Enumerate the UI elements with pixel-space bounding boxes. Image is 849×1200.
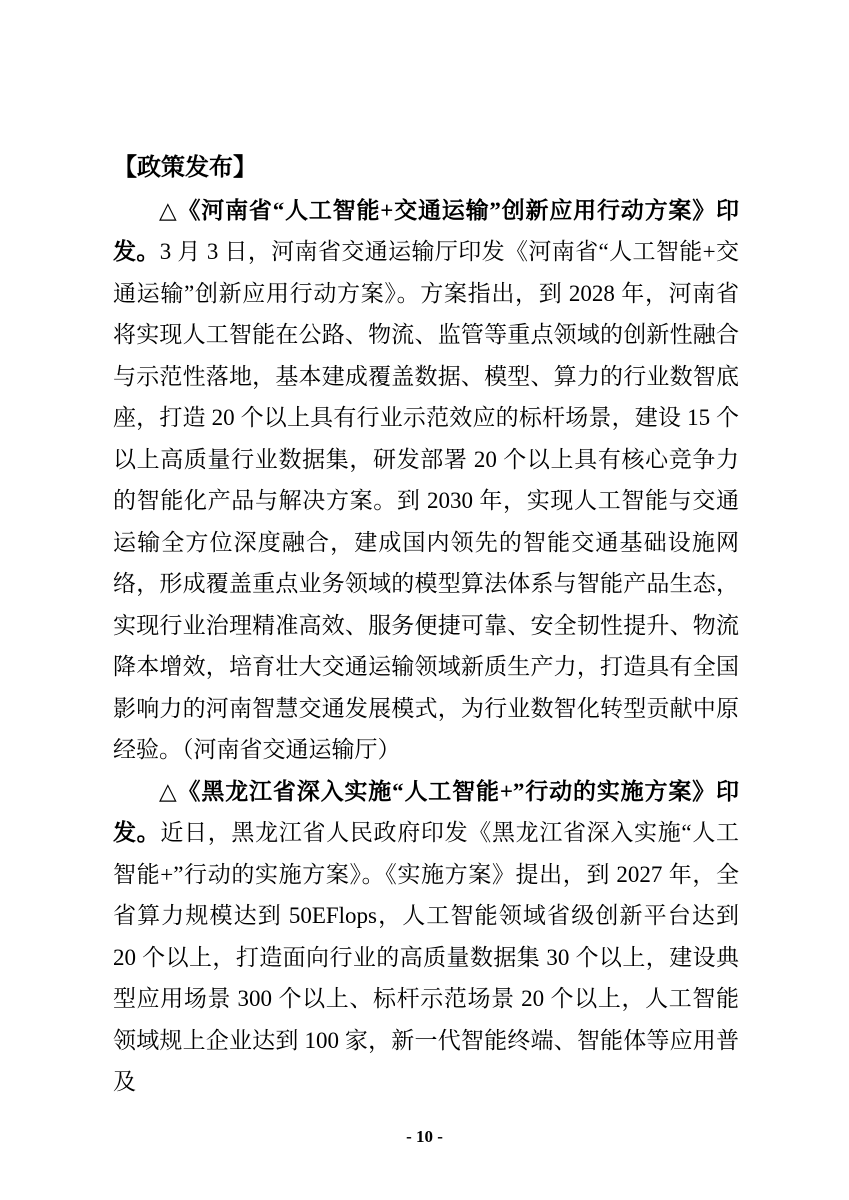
paragraph-heilongjiang-policy bbox=[113, 771, 739, 1103]
paragraph-henan-policy bbox=[113, 190, 739, 771]
paragraph-lead-bold: △《黑龙江省深入实施“人工智能+”行动的实施方案》印发。 bbox=[113, 778, 739, 845]
paragraph-lead-bold: △《河南省“人工智能+交通运输”创新应用行动方案》印发。 bbox=[113, 197, 739, 264]
section-header: 【政策发布】 bbox=[113, 155, 257, 181]
paragraph-body-text: 近日，黑龙江省人民政府印发《黑龙江省深入实施“人工智能+”行动的实施方案》。《实施方案》提出，到 2027 年，全省算力规模达到 50EFlops，人工智能领域省级创新平台达到 20 个以上，打造面向行业的高质量数据集 30 个以上，建设典型应用场景 300 个以上、标杆示范场景 20 个以上，人工智能领域规上企业达到 100 家，新一代智能终端、智能体等应用普及 bbox=[113, 820, 739, 1094]
paragraph-body-text: 3 月 3 日，河南省交通运输厅印发《河南省“人工智能+交通运输”创新应用行动方案》。方案指出，到 2028 年，河南省将实现人工智能在公路、物流、监管等重点领域的创新性融合与示范性落地，基本建成覆盖数据、模型、算力的行业数智底座，打造 20 个以上具有行业示范效应的标杆场景，建设 15 个以上高质量行业数据集，研发部署 20 个以上具有核心竞争力的智能化产品与解决方案。到 2030 年，实现人工智能与交通运输全方位深度融合，建成国内领先的智能交通基础设施网络，形成覆盖重点业务领域的模型算法体系与智能产品生态，实现行业治理精准高效、服务便捷可靠、安全韧性提升、物流降本增效，培育壮大交通运输领域新质生产力，打造具有全国影响力的河南智慧交通发展模式，为行业数智化转型贡献中原经验。（河南省交通运输厅） bbox=[113, 239, 740, 762]
page-number: - 10 - bbox=[406, 1127, 443, 1146]
document-body bbox=[113, 148, 739, 1103]
